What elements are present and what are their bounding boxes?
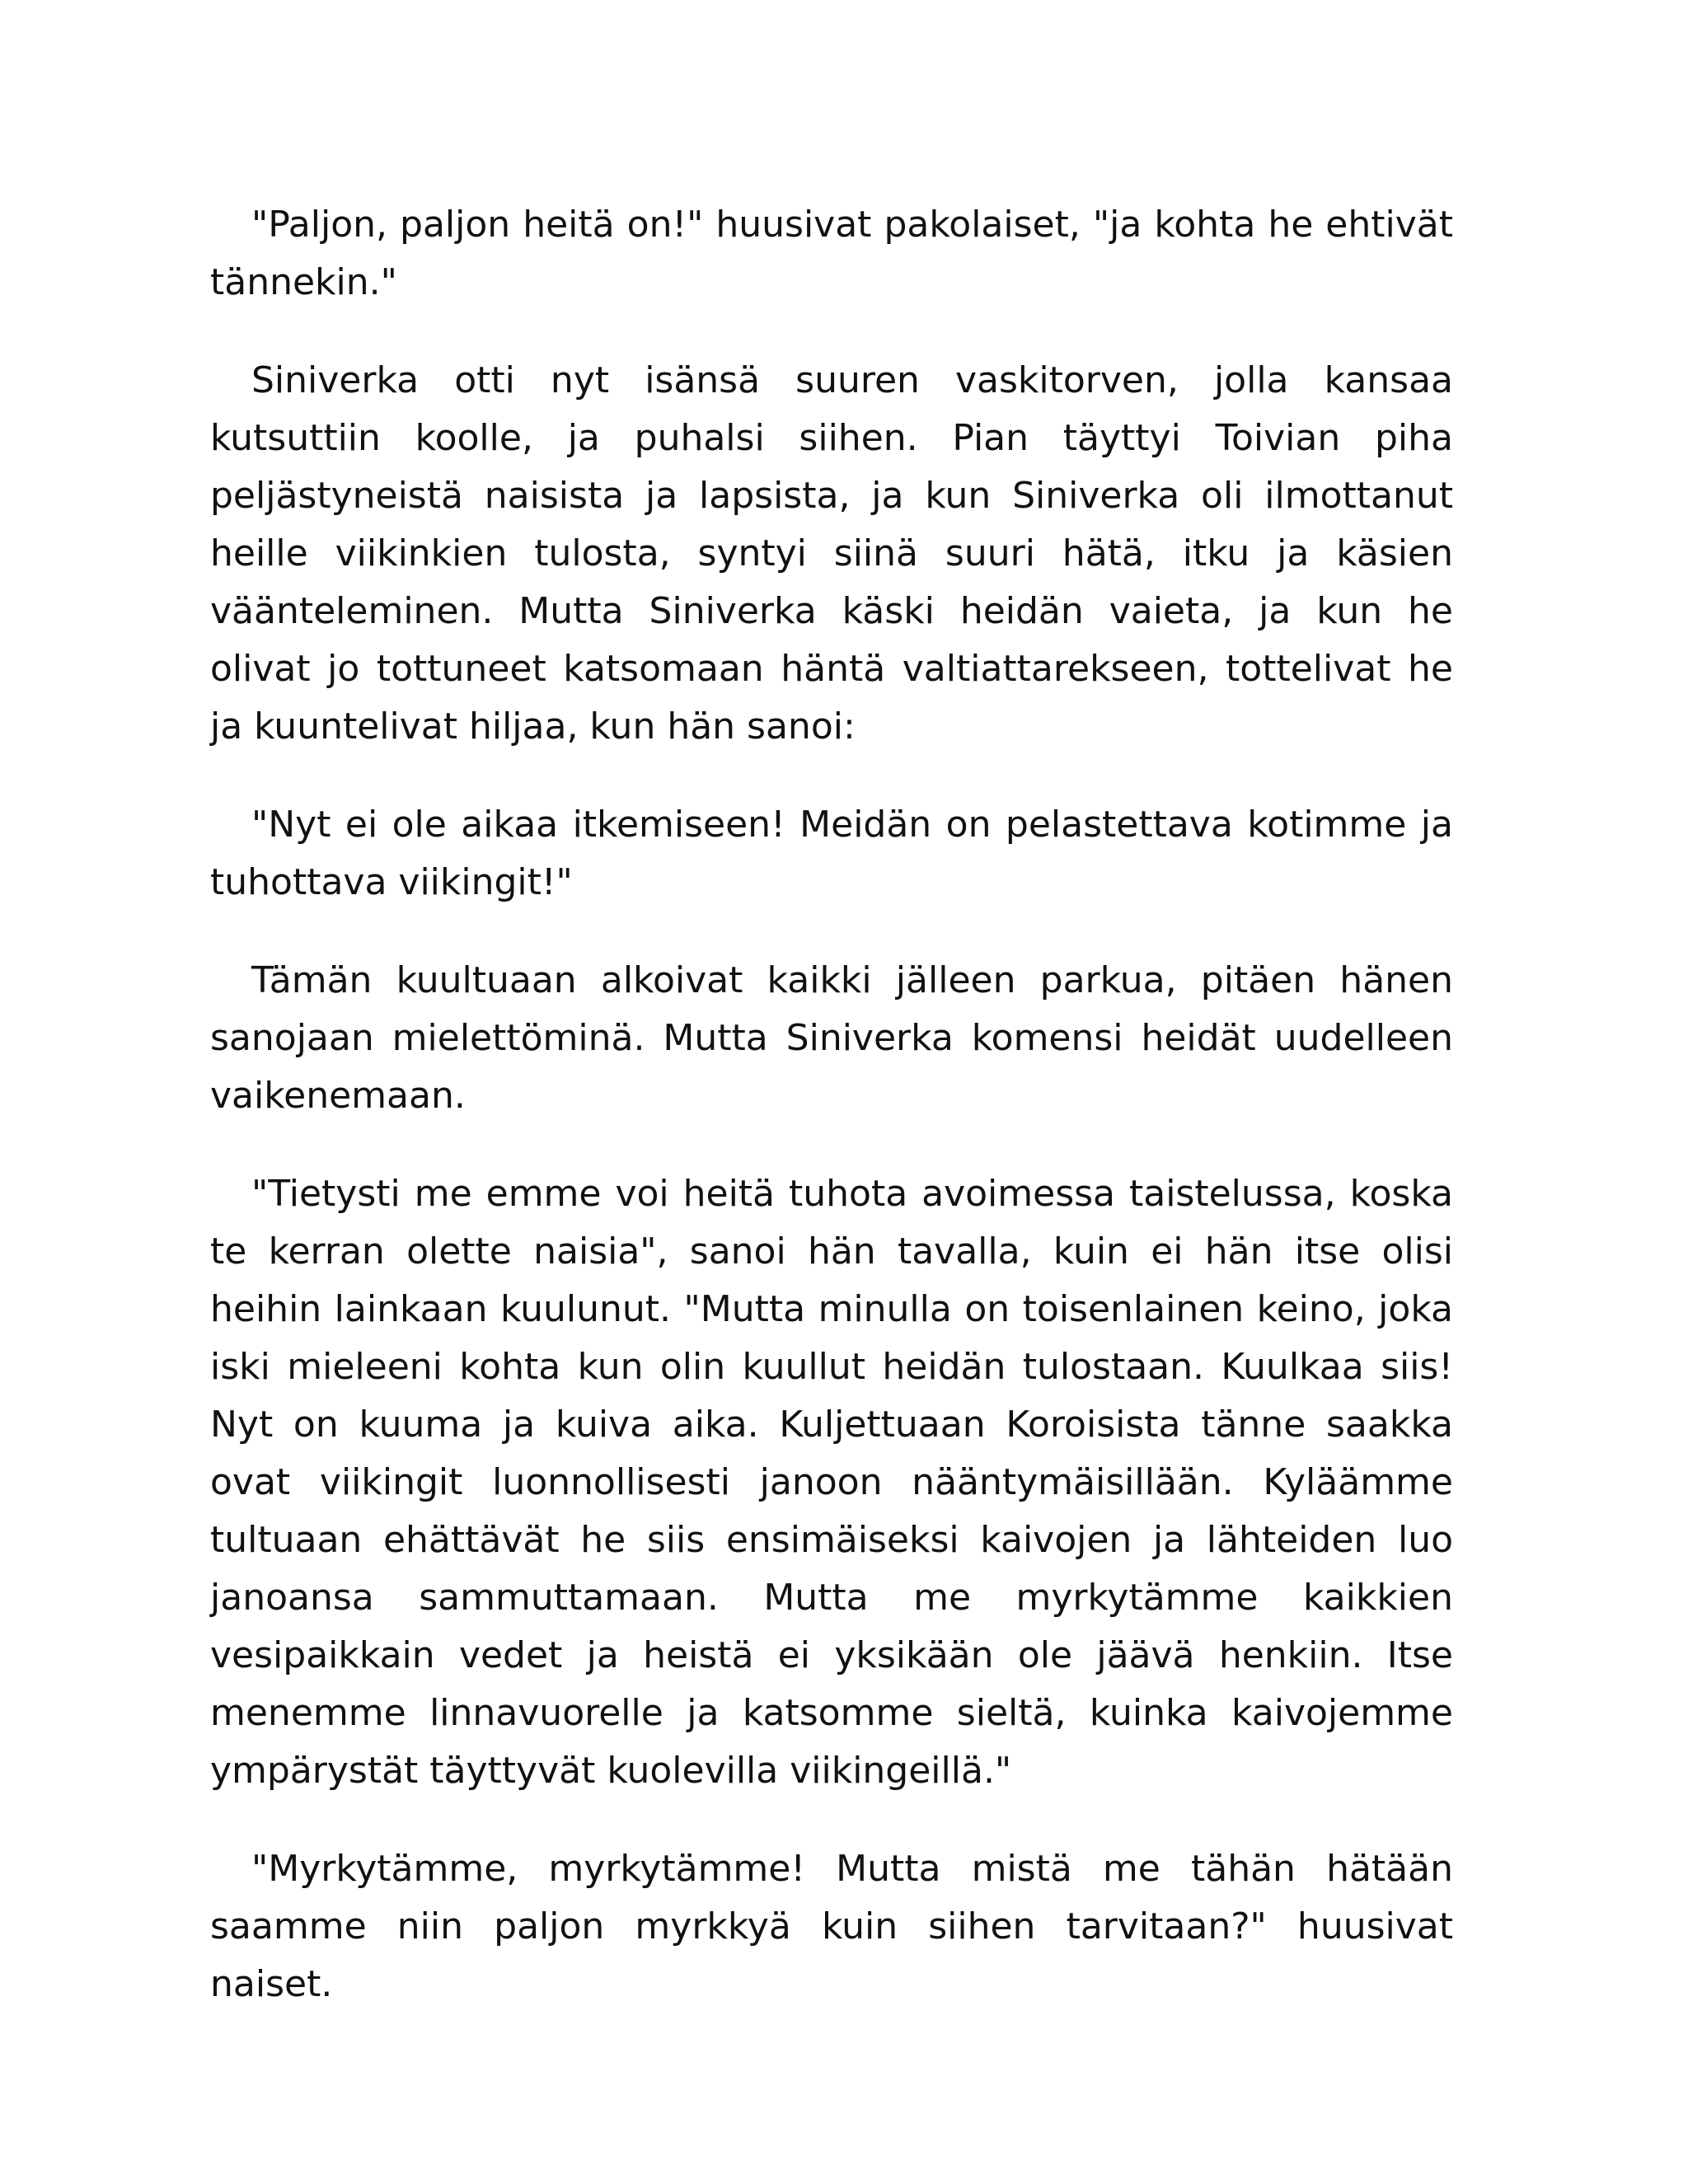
document-text — [210, 196, 1453, 2013]
paragraph-3: "Nyt ei ole aikaa itkemiseen! Meidän on pelastettava kotimme ja tuhottava viikingit!" — [210, 804, 1453, 903]
paragraph-4: Tämän kuultuaan alkoivat kaikki jälleen parkua, pitäen hänen sanojaan mielettöminä. Mutta Siniverka komensi heidät uudelleen vaikenemaan. — [210, 959, 1453, 1117]
paragraph-6: "Myrkytämme, myrkytämme! Mutta mistä me tähän hätään saamme niin paljon myrkkyä kuin siihen tarvitaan?" huusivat naiset. — [210, 1848, 1453, 2005]
paragraph-2: Siniverka otti nyt isänsä suuren vaskitorven, jolla kansaa kutsuttiin koolle, ja puhalsi siihen. Pian täyttyi Toivian piha peljästyneistä naisista ja lapsista, ja kun Siniverka oli ilmottanut heille viikinkien tulosta, syntyi siinä suuri hätä, itku ja käsien vääntelеminen. Mutta Siniverka käski heidän vaieta, ja kun he olivat jo tottuneet katsomaan häntä valtiattarekseen, tottelivat he ja kuuntelivat hiljaa, kun hän sanoi: — [210, 359, 1453, 748]
paragraph-1: "Paljon, paljon heitä on!" huusivat pakolaiset, "ja kohta he ehtivät tännekin." — [210, 204, 1453, 303]
paragraph-5: "Tietysti me emme voi heitä tuhota avoimessa taistelussa, koska te kerran olette naisia", sanoi hän tavalla, kuin ei hän itse olisi heihin lainkaan kuulunut. "Mutta minulla on toisenlainen keino, joka iski mieleeni kohta kun olin kuullut heidän tulostaan. Kuulkaa siis! Nyt on kuuma ja kuiva aika. Kuljettuaan Koroisista tänne saakka ovat viikingit luonnollisesti janoon nääntymäisillään. Kyläämme tultuaan ehättävät he siis ensimäiseksi kaivojen ja lähteiden luo janoansa sammuttamaan. Mutta me myrkytämme kaikkien vesipaikkain vedet ja heistä ei yksikään ole jäävä henkiin. Itse menemme linnavuorelle ja katsomme sieltä, kuinka kaivojemme ympärystät täyttyvät kuolevilla viikingeillä." — [210, 1173, 1453, 1792]
